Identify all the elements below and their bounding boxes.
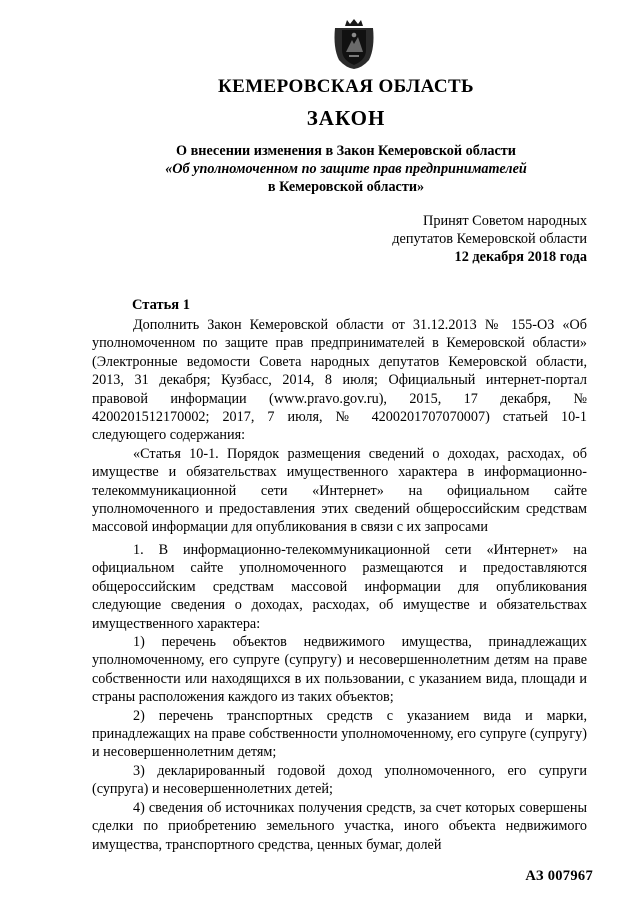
document-type: ЗАКОН xyxy=(306,106,386,130)
subpoint-1-paragraph: 1) перечень объектов недвижимого имущества, принадлежащих уполномоченному, его супруге (супругу) и несовершеннолетним детям на праве собственности или находящихся в их пользовании, с указанием вида, площади и страны расположения каждого из таких объектов; xyxy=(92,634,587,706)
region-title: КЕМЕРОВСКАЯ ОБЛАСТЬ xyxy=(217,76,475,97)
law-subtitle-line-2: «Об уполномоченном по защите прав предпринимателей xyxy=(165,161,527,177)
point-1-paragraph: 1. В информационно-телекоммуникационной сети «Интернет» на официальном сайте уполномоченного размещаются и предоставляются общероссийским средствам массовой информации для опубликования следующие сведения о доходах, расходах, об имуществе и обязательствах имущественного характера: xyxy=(92,542,587,632)
subpoint-3-paragraph: 3) декларированный годовой доход уполномоченного, его супруги (супруга) и несовершеннолетних детей; xyxy=(92,762,587,798)
adoption-line-2: депутатов Кемеровской области xyxy=(392,231,587,247)
new-article-title-paragraph: «Статья 10-1. Порядок размещения сведений о доходах, расходах, об имуществе и обязательствах имущественного характера в информационно-телекоммуникационной сети «Интернет» на официальном сайте уполномоченного и предоставления этих сведений общероссийским средствам массовой информации для опубликования в связи с их запросами xyxy=(92,445,587,536)
adoption-block xyxy=(392,212,587,266)
law-subtitle-line-3: в Кемеровской области» xyxy=(267,179,425,195)
article-body-part-1 xyxy=(92,316,587,537)
law-subtitle-line-1: О внесении изменения в Закон Кемеровской области xyxy=(176,143,516,159)
adoption-line-1: Принят Советом народных xyxy=(423,213,587,229)
article-body-part-2 xyxy=(92,541,587,854)
coat-of-arms-icon xyxy=(331,18,377,70)
subpoint-2-paragraph: 2) перечень транспортных средств с указанием вида и марки, принадлежащих на праве собственности уполномоченному, его супруге (супругу) и несовершеннолетним детям; xyxy=(92,707,588,761)
subpoint-4-paragraph: 4) сведения об источниках получения средств, за счет которых совершены сделки по приобретению земельного участка, иного объекта недвижимого имущества, транспортного средства, ценных бумаг, долей xyxy=(92,799,587,853)
form-serial-number: АЗ 007967 xyxy=(525,868,593,884)
article-heading: Статья 1 xyxy=(132,297,190,313)
article-intro-paragraph: Дополнить Закон Кемеровской области от 31.12.2013 № 155-ОЗ «Об уполномоченном по защите прав предпринимателей в Кемеровской области» (Электронные ведомости Совета народных депутатов Кемеровской области, 2013, 31 декабря; Кузбасс, 2014, 8 июля; Официальный интернет-портал правовой информации (www.pravo.gov.ru), 2015, 17 декабря, № 4200201512170002; 2017, 7 июля, № 4200201707070007) статьей 10-1 следующего содержания: xyxy=(92,317,587,444)
adoption-date: 12 декабря 2018 года xyxy=(454,249,587,265)
